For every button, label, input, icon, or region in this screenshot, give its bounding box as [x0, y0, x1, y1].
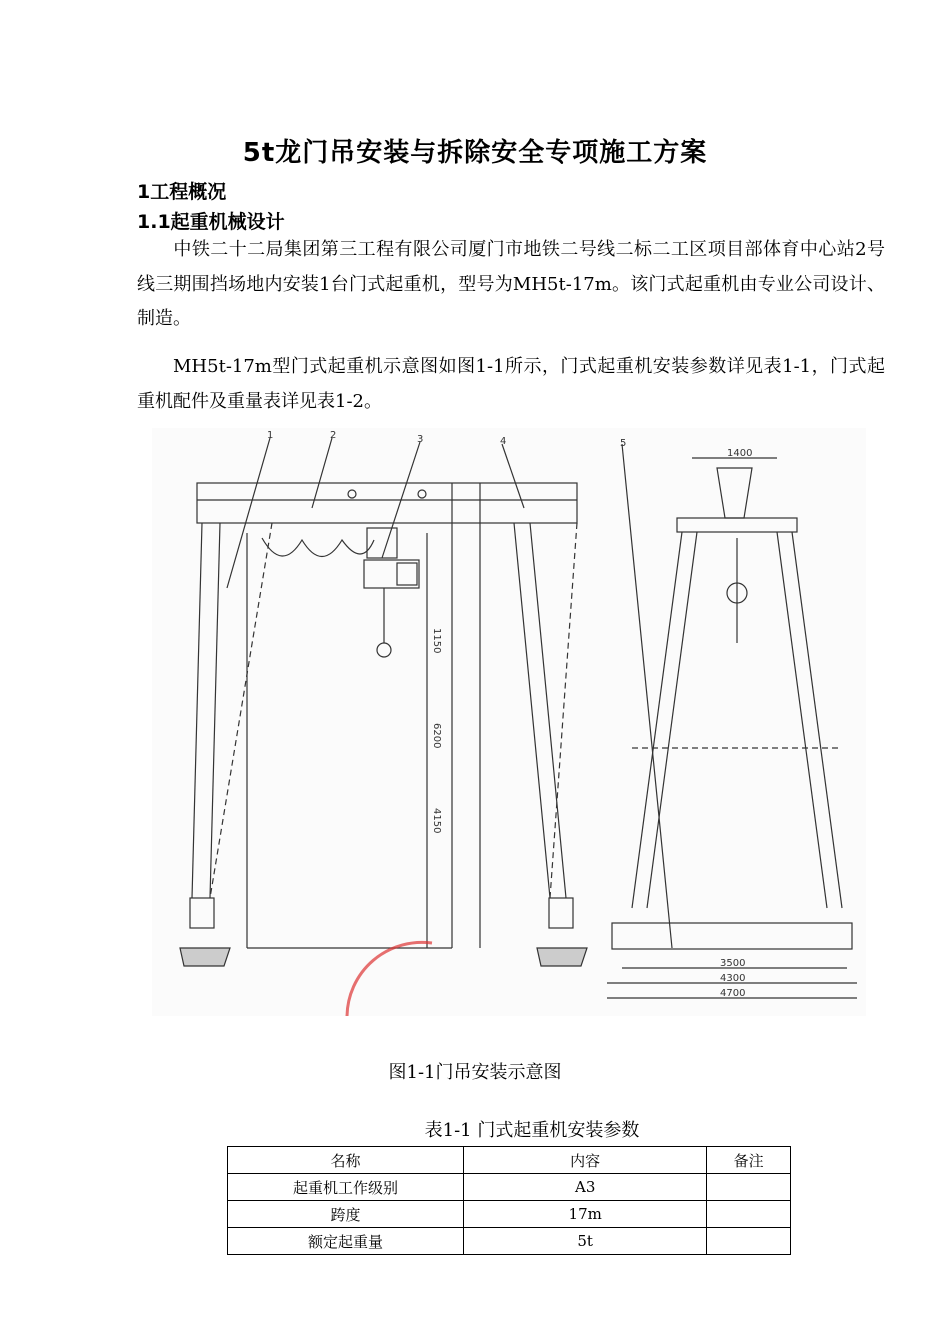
table-row: [228, 1201, 791, 1228]
part-number: 4: [500, 436, 507, 447]
table-cell: [707, 1174, 791, 1201]
paragraph-overview: 中铁二十二局集团第三工程有限公司厦门市地铁二号线二标二工区项目部体育中心站2号线三期围挡场地内安装1台门式起重机，型号为MH5t-17m。该门式起重机由专业公司设计、制造。: [137, 239, 885, 329]
figure-caption: 图1-1门吊安装示意图: [388, 1062, 562, 1083]
section-heading: 1工程概况: [137, 181, 227, 203]
paragraph-figure-reference: MH5t-17m型门式起重机示意图如图1-1所示，门式起重机安装参数详见表1-1，门式起重机配件及重量表详见表1-2。: [137, 356, 885, 412]
table-cell: 跨度: [228, 1201, 464, 1228]
table-caption: 表1-1 门式起重机安装参数: [424, 1120, 640, 1141]
gantry-crane-diagram: [152, 428, 866, 1016]
part-number: 1: [267, 430, 274, 441]
dimension-label: 4700: [720, 988, 746, 999]
table-header: 备注: [707, 1147, 791, 1174]
document-title: 5t龙门吊安装与拆除安全专项施工方案: [242, 138, 708, 168]
table-cell: 起重机工作级别: [228, 1174, 464, 1201]
subsection-heading: 1.1起重机械设计: [137, 211, 285, 233]
dimension-label: 3500: [720, 958, 746, 969]
parameter-table: [227, 1146, 791, 1255]
table-cell: A3: [464, 1174, 707, 1201]
dimension-label: 1400: [727, 448, 753, 459]
dimension-label: 6200: [431, 723, 442, 749]
table-header-row: [228, 1147, 791, 1174]
table-cell: 额定起重量: [228, 1228, 464, 1255]
table-cell: [707, 1201, 791, 1228]
table-cell: 17m: [464, 1201, 707, 1228]
table-cell: 5t: [464, 1228, 707, 1255]
dimension-label: 1150: [431, 628, 442, 654]
table-row: [228, 1174, 791, 1201]
part-number: 3: [417, 434, 424, 445]
table-row: [228, 1228, 791, 1255]
table-header: 名称: [228, 1147, 464, 1174]
dimension-label: 4300: [720, 973, 746, 984]
part-number: 2: [330, 430, 337, 441]
table-header: 内容: [464, 1147, 707, 1174]
table-cell: [707, 1228, 791, 1255]
dimension-label: 4150: [431, 808, 442, 834]
part-number: 5: [620, 438, 627, 449]
